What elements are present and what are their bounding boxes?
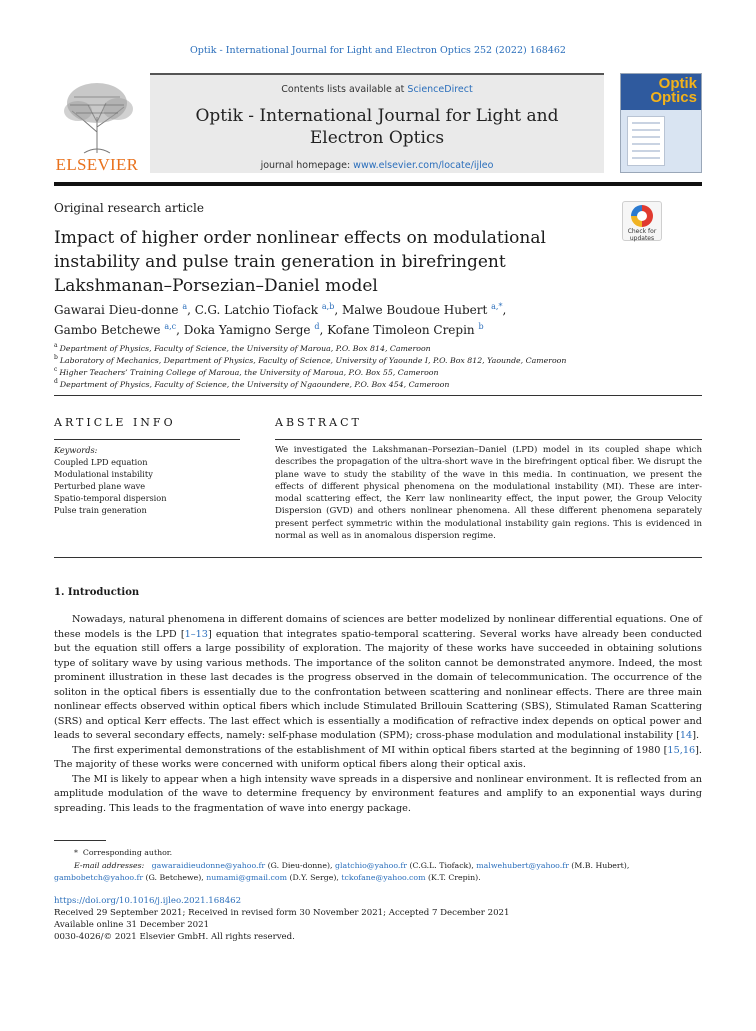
email-link[interactable]: gawaraidieudonne@yahoo.fr [151, 860, 266, 870]
author-affil-mark[interactable]: b [478, 322, 484, 331]
journal-banner [150, 73, 604, 173]
introduction-body [54, 613, 702, 816]
article-metadata [54, 895, 702, 943]
publisher-name: ELSEVIER [55, 155, 139, 174]
author-name[interactable]: Gambo Betchewe [54, 323, 161, 337]
affiliation: $^c$ Higher Teachers’ Training College of Maroua, the University of Maroua, P.O. Box 55, Cameroon [54, 366, 439, 377]
contents-prefix: Contents lists available at [281, 84, 408, 95]
homepage-link[interactable]: www.elsevier.com/locate/ijleo [353, 160, 494, 171]
masthead-rule [54, 182, 702, 186]
crossmark-icon [631, 205, 653, 227]
keyword: Perturbed plane wave [54, 481, 146, 491]
journal-cover-thumbnail[interactable] [620, 73, 702, 173]
contents-line [150, 84, 604, 95]
author-affil-mark[interactable]: a,b [321, 302, 335, 311]
paragraph: The first experimental demonstrations of the establishment of MI within optical fibers started at the beginning of 1980 [15,16]. The majority of these works were concerned with uniform optical fibers along their optical axis. [54, 744, 702, 770]
affiliation: $^d$ Department of Physics, Faculty of Science, the University of Ngaoundere, P.O. Box 454, Cameroon [54, 378, 450, 389]
article-title: Impact of higher order nonlinear effects on modulational instability and pulse train generation in birefringent Lakshmanan–Porsezian–Daniel model [54, 228, 546, 296]
author-name[interactable]: Doka Yamigno Serge [183, 323, 311, 337]
affiliations [54, 343, 702, 391]
abstract-text: We investigated the Lakshmanan–Porsezian–Daniel (LPD) model in its coupled shape which describes the propagation of the ultra-short wave in the birefringent optical fiber. We disrupt the plane wave to study the stability of the wave in this media. In continuation, we present the effects of different physical phenomena on the modulational instability (MI). These are inter-modal scattering effect, the Kerr law nonlinearity effect, the input power, the Group Velocity Dispersion (GVD) and others nonlinear phenomena. All these different phenomena separately present perfect symmetric within the modulational instability gain regions. This is evidenced in normal as well as in anomalous dispersion regime. [275, 445, 702, 542]
section-heading: 1. Introduction [54, 587, 140, 598]
article-info-heading: ARTICLE INFO [54, 416, 176, 429]
sciencedirect-link[interactable]: ScienceDirect [407, 84, 473, 95]
paragraph: The MI is likely to appear when a high intensity wave spreads in a dispersive and nonlinear environment. It is reflected from an amplitude modulation of the wave to determine frequency by environment features and amplify to an exponential ways during spreading. This leads to the fragmentation of wave into energy package. [54, 773, 702, 814]
email-link[interactable]: tckofane@yahoo.com [341, 873, 426, 882]
author-affil-mark[interactable]: a,* [491, 302, 503, 311]
homepage-line [150, 160, 604, 171]
email-link[interactable]: numami@gmail.com [206, 873, 287, 882]
divider [54, 395, 702, 396]
keyword: Coupled LPD equation [54, 457, 148, 467]
online-date: Available online 31 December 2021 [54, 920, 210, 930]
abstract-heading: ABSTRACT [275, 416, 362, 429]
crossmark-label: Check for updates [627, 228, 657, 242]
affiliation: $^b$ Laboratory of Mechanics, Department of Physics, Faculty of Science, University of Yaounde I, P.O. Box 812, Yaounde, Cameroon [54, 354, 567, 365]
email-link[interactable]: glatchio@yahoo.fr [334, 860, 408, 870]
keywords [54, 444, 244, 516]
running-head[interactable]: Optik - International Journal for Light and Electron Optics 252 (2022) 168462 [190, 45, 566, 56]
author-name[interactable]: Malwe Boudoue Hubert [341, 303, 488, 317]
masthead [54, 73, 702, 185]
citation-link[interactable]: 1–13 [184, 628, 208, 640]
cover-title: Optik Optics [650, 75, 697, 106]
keywords-label: Keywords: [54, 445, 98, 455]
author-name[interactable]: Kofane Timoleon Crepin [327, 323, 475, 337]
check-for-updates-badge[interactable] [622, 201, 662, 241]
article-type: Original research article [54, 201, 204, 215]
author-name[interactable]: C.G. Latchio Tiofack [194, 303, 319, 317]
author-affil-mark[interactable]: a [182, 302, 188, 311]
keyword: Pulse train generation [54, 505, 147, 515]
footnote-rule [54, 840, 106, 841]
cover-panel [627, 116, 665, 166]
corresponding-note: * Corresponding author. [74, 848, 173, 857]
doi-link[interactable]: https://doi.org/10.1016/j.ijleo.2021.168462 [54, 896, 242, 906]
homepage-prefix: journal homepage: [260, 160, 354, 171]
citation-link[interactable]: 14 [679, 730, 693, 741]
email-link[interactable]: gambobetch@yahoo.fr [54, 873, 144, 882]
citation-link[interactable]: 15,16 [667, 744, 696, 756]
affiliation: $^a$ Department of Physics, Faculty of Science, the University of Maroua, P.O. Box 814, Cameroon [54, 342, 431, 353]
author-name[interactable]: Gawarai Dieu-donne [54, 303, 179, 317]
email-list-cont: gambobetch@yahoo.fr (G. Betchewe), numami@gmail.com (D.Y. Serge), tckofane@yahoo.com (K.T. Crepin). [54, 873, 481, 882]
received-dates: Received 29 September 2021; Received in revised form 30 November 2021; Accepted 7 December 2021 [54, 908, 510, 918]
paragraph: Nowadays, natural phenomena in different domains of sciences are better modelized by nonlinear differential equations. One of these models is the LPD [1–13] equation that integrates spatio-temporal scattering. Several works have already been conducted but the equation still offers a large possibility of exploration. The majority of these works have succeeded in obtaining solutions type of solitary wave by using various methods. The importance of the soliton cannot be demonstrated anymore. Indeed, the most prominent illustration in these last decades is the progress observed in the domain of telecommunication. The occurrence of the soliton in the optical fibers is essentially due to the confrontation between scattering and nonlinear effects. There are three main nonlinear effects observed within optical fibers which include Stimulated Brillouin Scattering (SBS), Stimulated Raman Scattering (SRS) and optical Kerr effects. The last effect which is essentially a modification of refractive index depends on optical power and leads to several secondary effects, namely: self-phase modulation (SPM); cross-phase modulation and modulational instability [14]. [54, 614, 702, 741]
divider [54, 557, 702, 558]
journal-title: Optik - International Journal for Light and Electron Optics [195, 106, 559, 148]
author-affil-mark[interactable]: d [314, 322, 320, 331]
author-affil-mark[interactable]: a,c [164, 322, 177, 331]
email-list: E-mail addresses: gawaraidieudonne@yahoo.fr (G. Dieu-donne), glatchio@yahoo.fr (C.G.L. Tiofack), malwehubert@yahoo.fr (M.B. Hubert), [74, 860, 630, 870]
footnote [54, 847, 702, 885]
keyword: Modulational instability [54, 469, 153, 479]
email-link[interactable]: malwehubert@yahoo.fr [476, 860, 569, 870]
divider [54, 439, 240, 440]
author-list: Gawarai Dieu-donne $^a$, C.G. Latchio Tiofack $^{a,b}$, Malwe Boudoue Hubert $^{a,*}$, Gambo Betchewe $^{a,c}$, Doka Yamigno Serge $^d$, Kofane Timoleon Crepin $^b$ [54, 302, 507, 337]
divider [275, 439, 702, 440]
copyright: 0030-4026/© 2021 Elsevier GmbH. All rights reserved. [54, 932, 295, 942]
keyword: Spatio-temporal dispersion [54, 493, 167, 503]
